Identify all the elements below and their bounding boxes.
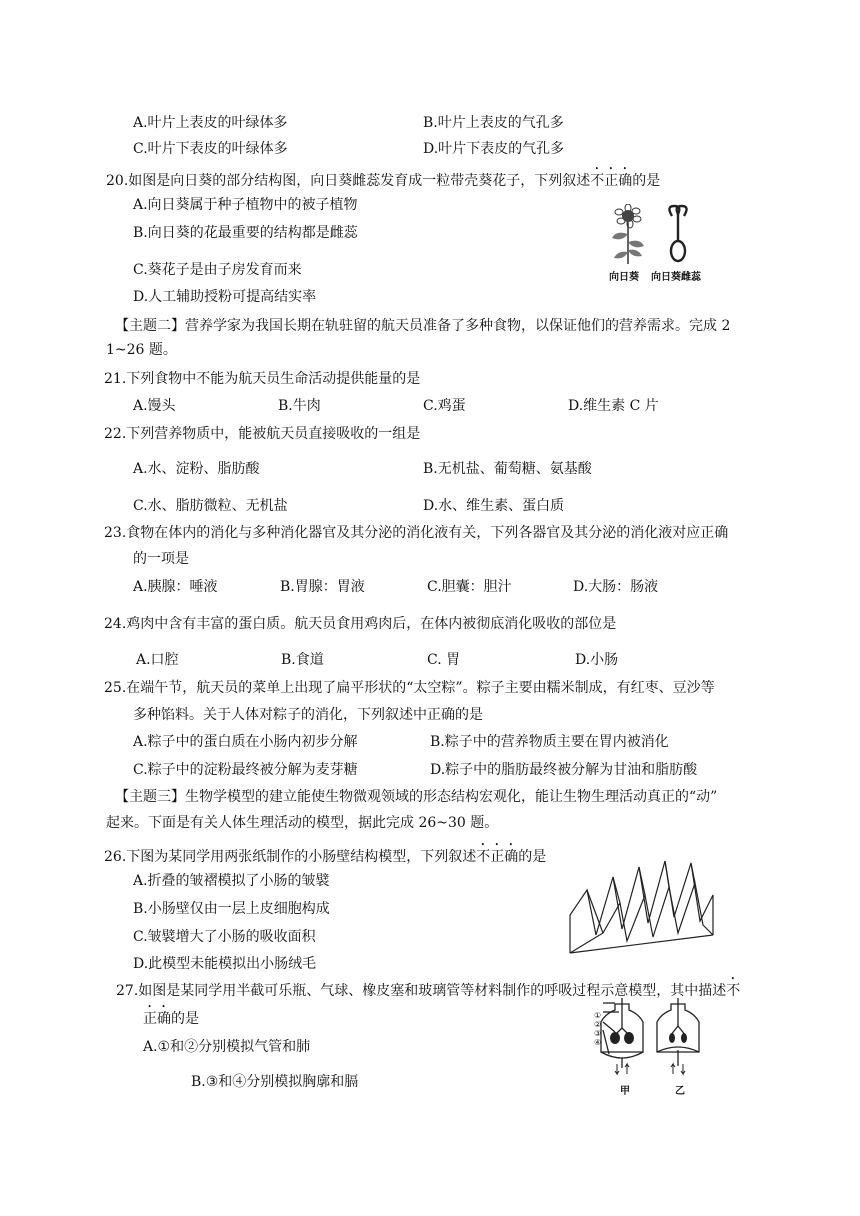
q23-stem-line2: 的一项是 (133, 551, 189, 567)
intestinal-wall-model-figure (565, 855, 715, 955)
q19-option-c: C.叶片下表皮的叶绿体多 (133, 141, 288, 157)
q26-option-a: A.折叠的皱褶模拟了小肠的皱襞 (133, 873, 330, 889)
pistil-caption: 向日葵雌蕊 (651, 272, 701, 283)
q23-option-a: A.胰腺：唾液 (133, 579, 218, 595)
q21-option-c: C.鸡蛋 (423, 398, 466, 414)
q20-option-d: D.人工辅助授粉可提高结实率 (133, 289, 317, 305)
label-yi: 乙 (675, 1086, 685, 1097)
q23-option-c: C.胆囊：胆汁 (427, 579, 512, 595)
q23-stem-line1: 23.食物在体内的消化与多种消化器官及其分泌的消化液有关，下列各器官及其分泌的消化液对应正确 (104, 525, 729, 541)
q21-stem: 21.下列食物中不能为航天员生命活动提供能量的是 (104, 371, 421, 387)
q26-option-c: C.皱襞增大了小肠的吸收面积 (133, 929, 316, 945)
q22-stem: 22.下列营养物质中，能被航天员直接吸收的一组是 (104, 426, 421, 442)
q27-option-a: A.①和②分别模拟气管和肺 (143, 1039, 311, 1055)
q24-option-d: D.小肠 (575, 652, 619, 668)
q21-option-d: D.维生素 C 片 (568, 398, 659, 414)
q19-option-b: B.叶片上表皮的气孔多 (423, 115, 564, 131)
theme2-intro-line2: 1~26 题。 (106, 342, 177, 358)
sunflower-caption: 向日葵 (609, 272, 639, 283)
q25-stem-line1: 25.在端午节，航天员的菜单上出现了扁平形状的“太空粽”。粽子主要由糯米制成，有红枣、豆沙等 (104, 680, 715, 696)
q19-option-a: A.叶片上表皮的叶绿体多 (133, 115, 288, 131)
label-4: ④ (594, 1038, 602, 1047)
q20-option-b: B.向日葵的花最重要的结构都是雌蕊 (133, 225, 358, 241)
q20-stem: 20.如图是向日葵的部分结构图，向日葵雌蕊发育成一粒带壳葵花子，下列叙述不正确的是 (106, 173, 661, 189)
q23-option-d: D.大肠：肠液 (573, 579, 659, 595)
q25-option-b: B.粽子中的营养物质主要在胃内被消化 (430, 734, 669, 750)
sunflower-icon (612, 204, 644, 264)
q26-stem: 26.下图为某同学用两张纸制作的小肠壁结构模型，下列叙述不正确的是 (104, 849, 547, 865)
q22-option-a: A.水、淀粉、脂肪酸 (133, 461, 260, 477)
q27-stem-line2: 正确的是 (143, 1011, 199, 1027)
q24-option-a: A.口腔 (136, 652, 179, 668)
q26-option-b: B.小肠壁仅由一层上皮细胞构成 (133, 901, 330, 917)
q23-option-b: B.胃腺：胃液 (280, 579, 365, 595)
q24-option-b: B.食道 (281, 652, 324, 668)
q25-stem-line2: 多种馅料。关于人体对粽子的消化，下列叙述中正确的是 (133, 707, 483, 723)
q21-option-a: A.馒头 (133, 398, 176, 414)
label-3: ③ (594, 1029, 602, 1038)
q21-option-b: B.牛肉 (278, 398, 321, 414)
sunflower-figure (606, 204, 716, 266)
q24-stem: 24.鸡肉中含有丰富的蛋白质。航天员食用鸡肉后，在体内被彻底消化吸收的部位是 (104, 616, 617, 632)
q25-option-c: C.粽子中的淀粉最终被分解为麦芽糖 (133, 762, 358, 778)
label-1: ① (594, 1011, 602, 1020)
q20-option-a: A.向日葵属于种子植物中的被子植物 (133, 197, 358, 213)
q26-option-d: D.此模型未能模拟出小肠绒毛 (133, 956, 317, 972)
theme3-intro-line1: 【主题三】生物学模型的建立能使生物微观领域的形态结构宏观化，能让生物生理活动真正的“动” (115, 789, 718, 805)
q22-option-b: B.无机盐、葡萄糖、氨基酸 (423, 461, 592, 477)
q27-stem-line1: 27.如图是某同学用半截可乐瓶、气球、橡皮塞和玻璃管等材料制作的呼吸过程示意模型，其中描述不 (116, 983, 741, 999)
q22-option-d: D.水、维生素、蛋白质 (423, 498, 565, 514)
q20-option-c: C.葵花子是由子房发育而来 (133, 262, 302, 278)
label-2: ② (594, 1020, 602, 1029)
q19-option-d: D.叶片下表皮的气孔多 (423, 141, 565, 157)
pistil-icon (669, 206, 686, 261)
q24-option-c: C. 胃 (427, 652, 461, 668)
q22-option-c: C.水、脂肪微粒、无机盐 (133, 498, 288, 514)
theme2-intro-line1: 【主题二】营养学家为我国长期在轨驻留的航天员准备了多种食物，以保证他们的营养需求。完成 2 (115, 318, 731, 334)
q25-option-a: A.粽子中的蛋白质在小肠内初步分解 (133, 734, 358, 750)
theme3-intro-line2: 起来。下面是有关人体生理活动的模型，据此完成 26~30 题。 (106, 815, 499, 831)
q25-option-d: D.粽子中的脂肪最终被分解为甘油和脂肪酸 (430, 762, 698, 778)
label-jia: 甲 (620, 1086, 630, 1097)
q27-option-b: B.③和④分别模拟胸廓和膈 (191, 1074, 359, 1090)
breathing-model-figure (593, 998, 711, 1084)
